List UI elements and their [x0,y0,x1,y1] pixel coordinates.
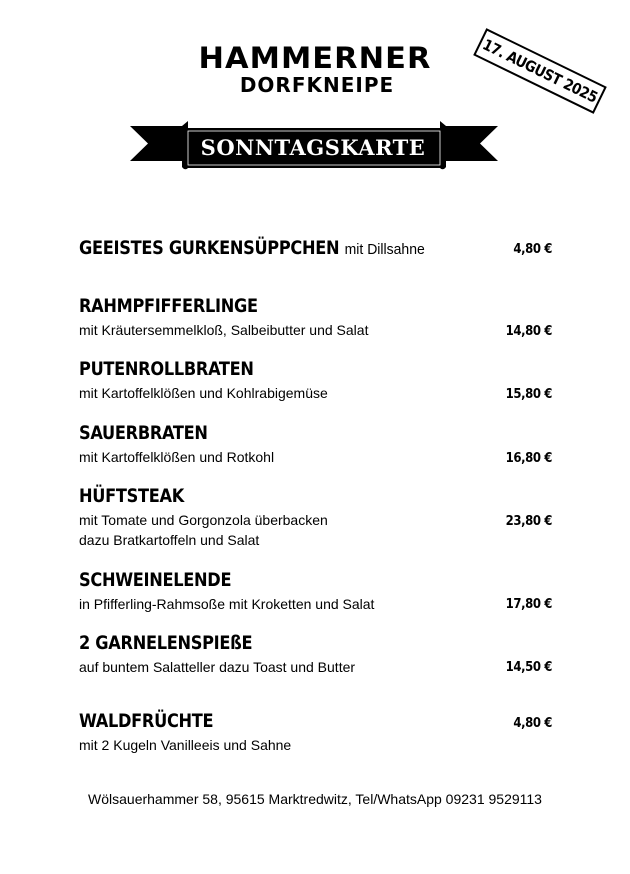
menu-item [79,237,554,259]
item-description: in Pfifferling-Rahmsoße mit Kroketten und Salat [79,596,375,612]
item-price: 4,80 € [513,716,552,731]
item-description: mit Kartoffelklößen und Rotkohl [79,449,275,465]
item-description: mit Kartoffelklößen und Kohlrabigemüse [79,385,328,401]
brand-subtitle: DORFKNEIPE [239,73,395,97]
item-price: 4,80 € [513,242,552,257]
item-name: 2 GARNELENSPIEßE [79,632,253,655]
menu-item [79,295,554,340]
menu-item [79,358,554,403]
footer-address: Wölsauerhammer 58, 95615 Marktredwitz, Tel/WhatsApp 09231 9529113 [88,791,542,807]
item-price: 14,80 € [505,324,552,339]
date-stamp: 17. AUGUST 2025 [473,28,607,114]
brand-name: HAMMERNER [198,41,432,75]
item-name: RAHMPFIFFERLINGE [79,295,258,318]
item-name: HÜFTSTEAK [79,485,184,508]
item-name: SAUERBRATEN [79,422,208,445]
item-price: 23,80 € [505,514,552,529]
item-name: WALDFRÜCHTE [79,710,214,733]
item-description: auf buntem Salatteller dazu Toast und Butter [79,659,356,675]
item-name: GEEISTES GURKENSÜPPCHEN [79,237,340,260]
ribbon-left-tail [130,126,182,161]
item-description: mit Tomate und Gorgonzola überbacken dazu Bratkartoffeln und Salat [79,512,328,548]
menu-title: SONNTAGSKARTE [200,135,426,160]
item-name: SCHWEINELENDE [79,569,232,592]
item-price: 16,80 € [505,451,552,466]
item-price: 15,80 € [505,387,552,402]
menu-item [79,485,554,550]
ribbon-right-tail [446,126,498,161]
menu-item [79,632,554,677]
item-price: 17,80 € [505,597,552,612]
menu-item [79,422,554,467]
item-name: PUTENROLLBRATEN [79,358,254,381]
item-description: mit 2 Kugeln Vanilleeis und Sahne [79,737,292,753]
item-description: mit Kräutersemmelkloß, Salbeibutter und Salat [79,322,369,338]
menu-item [79,710,554,755]
item-inline-description: mit Dillsahne [344,240,425,257]
menu-item [79,569,554,614]
item-price: 14,50 € [505,660,552,675]
